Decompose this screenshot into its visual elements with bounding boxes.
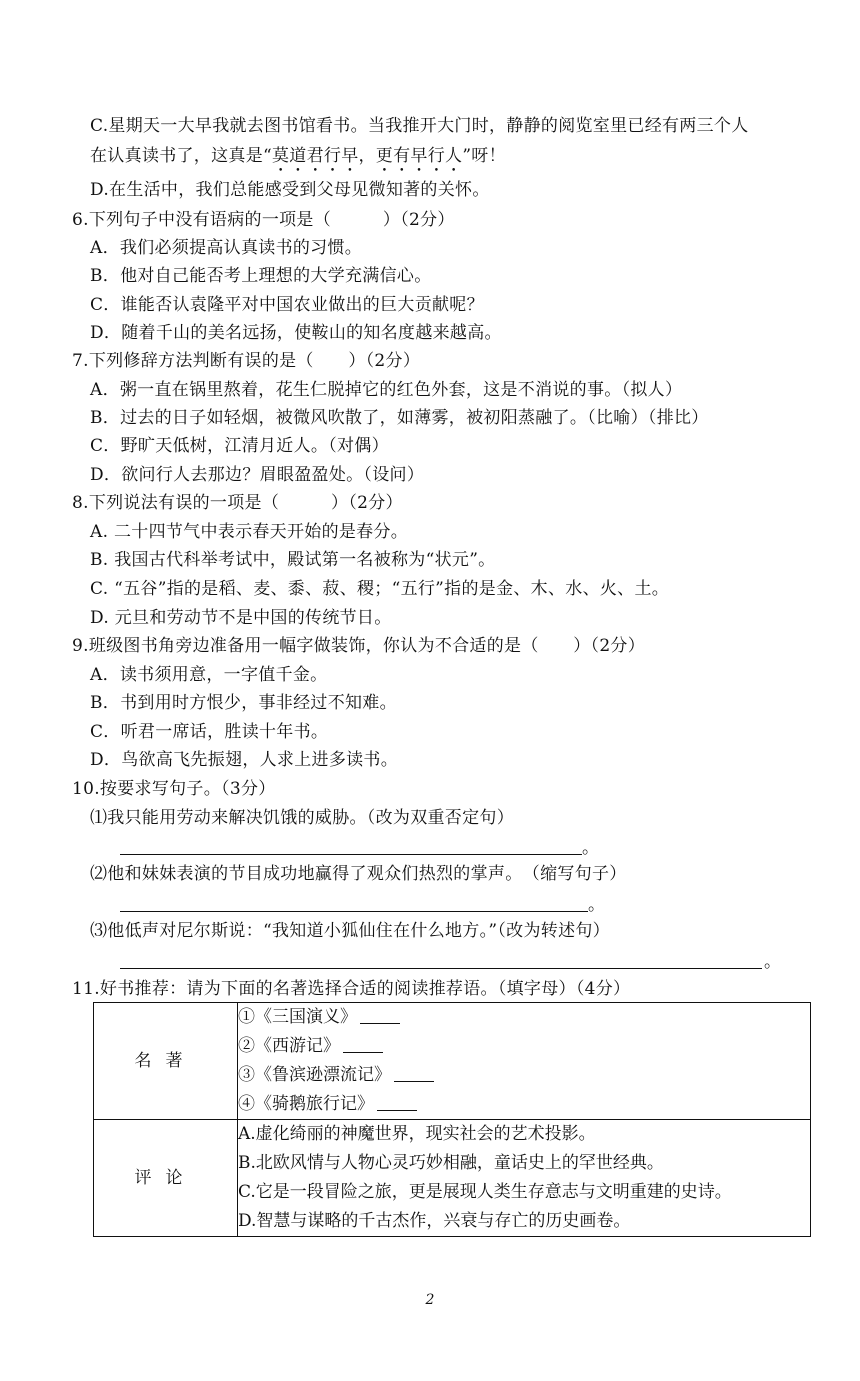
answer-blank[interactable]: [360, 1005, 400, 1024]
comment-item: A.虚化绮丽的神魔世界，现实社会的艺术投影。: [238, 1124, 596, 1144]
q6-option-b: B．他对自己能否考上理想的大学充满信心。: [90, 266, 432, 286]
q10-answer-line-2[interactable]: [120, 911, 588, 912]
books-cell: [238, 1003, 811, 1120]
q9-stem: 9.班级图书角旁边准备用一幅字做装饰，你认为不合适的是（ ）（2分）: [72, 636, 646, 656]
comment-item: D.智慧与谋略的千古杰作，兴衰与存亡的历史画卷。: [238, 1211, 631, 1231]
comment-item: C.它是一段冒险之旅，更是展现人类生存意志与文明重建的史诗。: [238, 1182, 732, 1202]
q10-answer-end-1: 。: [582, 838, 599, 858]
book-item: ③《鲁滨逊漂流记》: [238, 1061, 810, 1090]
q8-option-b: B. 我国古代科举考试中，殿试第一名被称为“状元”。: [90, 550, 496, 570]
q8-option-c: C. “五谷”指的是稻、麦、黍、菽、稷；“五行”指的是金、木、水、火、土。: [90, 579, 670, 599]
q10-answer-line-1[interactable]: [120, 854, 582, 855]
q8-option-a: A. 二十四节气中表示春天开始的是春分。: [90, 522, 409, 542]
q7-option-d: D．欲问行人去那边？眉眼盈盈处。（设问）: [90, 465, 425, 485]
q6-stem: 6.下列句子中没有语病的一项是（ ）（2分）: [72, 210, 455, 230]
q5-c-pre: 在认真读书了，这真是“: [90, 146, 272, 166]
table-row-books: [94, 1003, 811, 1120]
q9-option-d: D．鸟欲高飞先振翅，人求上进多读书。: [90, 750, 399, 770]
q9-option-c: C．听君一席话，胜读十年书。: [90, 722, 329, 742]
q10-answer-end-3: 。: [764, 952, 781, 972]
book-item: ④《骑鹅旅行记》: [238, 1090, 810, 1119]
q9-option-b: B．书到用时方恨少，事非经过不知难。: [90, 693, 397, 713]
q6-option-c: C．谁能否认袁隆平对中国农业做出的巨大贡献呢？: [90, 295, 484, 315]
q7-stem: 7.下列修辞方法判断有误的是（ ）（2分）: [72, 351, 421, 371]
q7-option-c: C．野旷天低树，江清月近人。（对偶）: [90, 436, 389, 456]
q6-option-d: D．随着千山的美名远扬，使鞍山的知名度越来越高。: [90, 323, 502, 343]
q8-stem: 8.下列说法有误的一项是（ ）（2分）: [72, 493, 403, 513]
table-row-comments: [94, 1120, 811, 1237]
q10-stem: 10.按要求写句子。（3分）: [72, 779, 276, 799]
q11-stem: 11.好书推荐：请为下面的名著选择合适的阅读推荐语。（填字母）（4分）: [72, 979, 631, 999]
q5-c-emphasis: 莫道君行早，更有早行人: [272, 146, 463, 166]
comments-cell: [238, 1120, 811, 1237]
q10-sentence-2: ⑵他和妹妹表演的节目成功地赢得了观众们热烈的掌声。 （缩写句子）: [90, 864, 627, 884]
header-comments: 评论: [94, 1120, 238, 1237]
comment-item: B.北欧风情与人物心灵巧妙相融，童话史上的罕世经典。: [238, 1153, 664, 1173]
answer-blank[interactable]: [343, 1034, 383, 1053]
q5-option-c-line1: C.星期天一大早我就去图书馆看书。当我推开大门时，静静的阅览室里已经有两三个人: [90, 116, 749, 136]
book-recommendation-table: [93, 1002, 811, 1237]
q5-option-c-line2: [90, 144, 506, 176]
q9-option-a: A．读书须用意，一字值千金。: [90, 665, 328, 685]
q10-sentence-1: ⑴我只能用劳动来解决饥饿的威胁。（改为双重否定句）: [90, 808, 514, 828]
q8-option-d: D. 元旦和劳动节不是中国的传统节日。: [90, 608, 392, 628]
book-item: ②《西游记》: [238, 1032, 810, 1061]
q5-c-post: ”呀！: [462, 146, 506, 166]
q10-answer-line-3[interactable]: [120, 968, 762, 969]
q5-option-d: D.在生活中，我们总能感受到父母见微知著的关怀。: [90, 180, 490, 200]
page-number: 2: [425, 1292, 435, 1308]
book-item: ①《三国演义》: [238, 1003, 810, 1032]
header-books: 名著: [94, 1003, 238, 1120]
q10-sentence-3: ⑶他低声对尼尔斯说：“我知道小狐仙住在什么地方。”（改为转述句）: [90, 921, 610, 941]
q6-option-a: A．我们必须提高认真读书的习惯。: [90, 238, 363, 258]
q10-answer-end-2: 。: [588, 895, 605, 915]
answer-blank[interactable]: [377, 1092, 417, 1111]
q7-option-b: B．过去的日子如轻烟，被微风吹散了，如薄雾，被初阳蒸融了。（比喻）（排比）: [90, 408, 709, 428]
q7-option-a: A．粥一直在锅里熬着，花生仁脱掉它的红色外套，这是不消说的事。（拟人）: [90, 380, 683, 400]
answer-blank[interactable]: [394, 1063, 434, 1082]
